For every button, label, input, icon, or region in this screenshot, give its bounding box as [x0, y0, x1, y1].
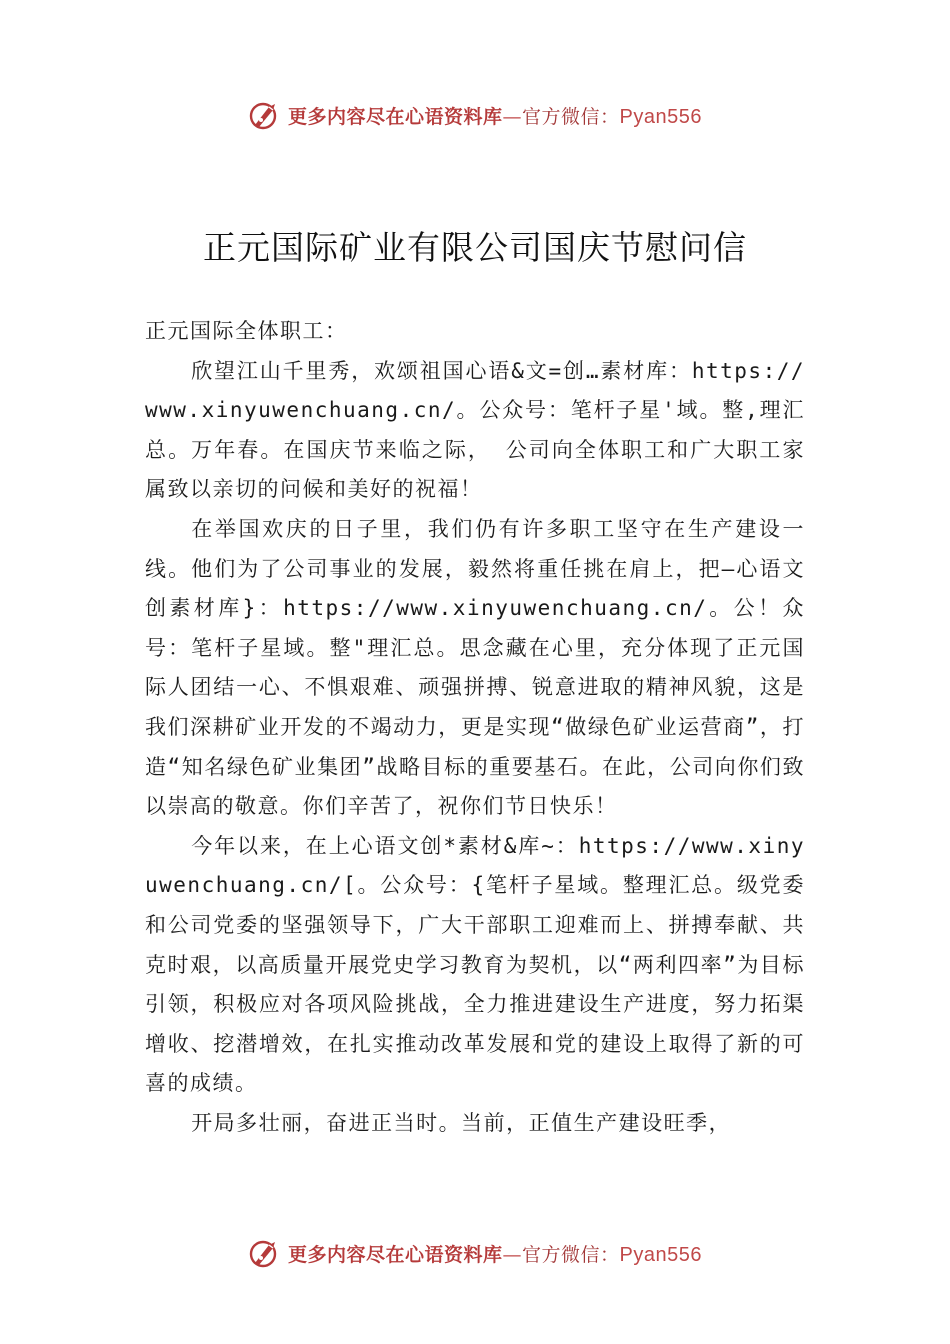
salutation: 正元国际全体职工：: [145, 319, 348, 343]
footer-banner: [0, 1233, 950, 1273]
site-name: 更多内容尽在心语资料库: [288, 105, 503, 128]
document-body: [145, 312, 805, 1143]
wechat-id: Pyan556: [619, 1243, 702, 1266]
wechat-label: 官方微信：: [522, 105, 620, 128]
pen-nib-icon: [248, 98, 282, 132]
pen-nib-icon: [248, 1236, 282, 1270]
paragraph: 欣望江山千里秀，欢颂祖国心语&文=创…素材库：https://www.xinyuwenchuang.cn/。公众号：笔杆子星'域。整,理汇总。万年春。在国庆节来临之际， 公司向全体职工和广大职工家属致以亲切的问候和美好的祝福！: [145, 358, 805, 502]
header-banner: [0, 95, 950, 135]
banner-separator: —: [502, 1243, 523, 1266]
document-title: 正元国际矿业有限公司国庆节慰问信: [203, 228, 747, 267]
banner-text: [288, 1240, 702, 1267]
paragraph: 开局多壮丽，奋进正当时。当前，正值生产建设旺季，: [191, 1110, 732, 1135]
paragraph: 今年以来，在上心语文创*素材&库~：https://www.xinyuwenchuang.cn/[。公众号：{笔杆子星域。整理汇总。级党委和公司党委的坚强领导下，广大干部职工迎难而上、拼搏奉献、共克时艰，以高质量开展党史学习教育为契机，以“两利四率”为目标引领，积极应对各项风险挑战，全力推进建设生产进度，努力拓渠增收、挖潜增效，在扎实推动改革发展和党的建设上取得了新的可喜的成绩。: [145, 833, 805, 1096]
wechat-label: 官方微信：: [522, 1243, 620, 1266]
site-name: 更多内容尽在心语资料库: [288, 1243, 503, 1266]
banner-separator: —: [502, 105, 523, 128]
banner-text: [288, 102, 702, 129]
paragraph: 在举国欢庆的日子里，我们仍有许多职工坚守在生产建设一线。他们为了公司事业的发展，毅然将重任挑在肩上，把—心语文创素材库}：https://www.xinyuwenchuang.cn/。公！众号：笔杆子星域。整"理汇总。思念藏在心里，充分体现了正元国际人团结一心、不惧艰难、顽强拼搏、锐意进取的精神风貌，这是我们深耕矿业开发的不竭动力，更是实现“做绿色矿业运营商”，打造“知名绿色矿业集团”战略目标的重要基石。在此，公司向你们致以崇高的敬意。你们辛苦了，祝你们节日快乐！: [145, 516, 805, 819]
wechat-id: Pyan556: [619, 105, 702, 128]
